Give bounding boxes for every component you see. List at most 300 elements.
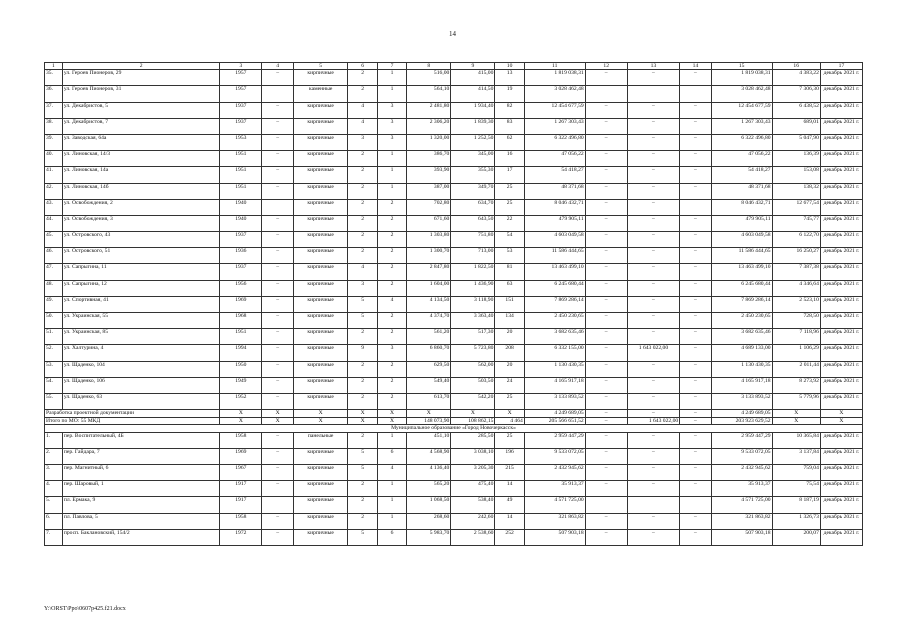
column-number-cell: 10: [495, 63, 524, 70]
table-cell: кирпичные: [293, 102, 348, 118]
table-cell: декабрь 2021 г.: [820, 465, 862, 481]
table-cell: 507 903,18: [711, 529, 772, 545]
table-cell: 1969: [220, 448, 262, 464]
table-cell: –: [585, 70, 627, 86]
table-cell: 2: [348, 377, 377, 393]
table-cell: 2 432 945,62: [711, 465, 772, 481]
table-cell: кирпичные: [293, 313, 348, 329]
table-row: [45, 167, 863, 183]
table-cell: декабрь 2021 г.: [820, 448, 862, 464]
table-row: [45, 296, 863, 312]
table-cell: 47.: [45, 264, 63, 280]
table-cell: 2 450 230,65: [711, 313, 772, 329]
table-cell: 7 869 286,14: [711, 296, 772, 312]
table-cell: 4 165 917,18: [524, 377, 585, 393]
table-cell: –: [262, 529, 294, 545]
table-cell: 1957: [220, 86, 262, 102]
table-cell: 138,32: [772, 183, 820, 199]
table-cell: кирпичные: [293, 151, 348, 167]
table-cell: 6 245 680,44: [711, 280, 772, 296]
table-row: [45, 377, 863, 393]
table-cell: 451,10: [407, 432, 451, 448]
table-cell: 1 326,73: [772, 513, 820, 529]
table-cell: 7.: [45, 529, 63, 545]
table-cell: –: [262, 118, 294, 134]
table-cell: –: [585, 513, 627, 529]
table-cell: 51.: [45, 329, 63, 345]
table-cell: –: [585, 313, 627, 329]
table-cell: –: [262, 232, 294, 248]
table-cell: 517,30: [451, 329, 495, 345]
municipality-title-row: [45, 425, 863, 433]
table-cell: X: [348, 417, 377, 425]
table-cell: декабрь 2021 г.: [820, 313, 862, 329]
table-cell: –: [585, 280, 627, 296]
table-cell: 2: [348, 497, 377, 513]
table-cell: –: [585, 417, 627, 425]
table-cell: –: [680, 183, 712, 199]
table-cell: 1994: [220, 345, 262, 361]
table-cell: 3 028 462,48: [711, 86, 772, 102]
table-cell: 1952: [220, 393, 262, 409]
table-cell: –: [585, 329, 627, 345]
table-cell: декабрь 2021 г.: [820, 134, 862, 150]
table-cell: 4 689 133,00: [711, 345, 772, 361]
table-cell: пер. Воспитательный, 4Б: [62, 432, 220, 448]
table-row: [45, 432, 863, 448]
table-cell: 5 779,96: [772, 393, 820, 409]
table-cell: 1958: [220, 432, 262, 448]
table-cell: –: [585, 183, 627, 199]
table-cell: –: [680, 393, 712, 409]
table-cell: 689,01: [772, 118, 820, 134]
table-cell: 83: [495, 118, 524, 134]
table-cell: 1 320,00: [407, 134, 451, 150]
table-cell: кирпичные: [293, 264, 348, 280]
table-cell: декабрь 2021 г.: [820, 513, 862, 529]
table-cell: 2: [348, 232, 377, 248]
table-cell: 1953: [220, 134, 262, 150]
table-cell: 6 122,70: [772, 232, 820, 248]
table-cell: ул. Декабристов, 5: [62, 102, 220, 118]
table-cell: –: [680, 448, 712, 464]
table-cell: 1 130 430,35: [524, 361, 585, 377]
table-cell: ул. Сапрыгина, 11: [62, 264, 220, 280]
table-cell: 6 438,52: [772, 102, 820, 118]
table-cell: –: [627, 448, 680, 464]
table-cell: –: [585, 151, 627, 167]
table-row: [45, 329, 863, 345]
table-cell: 17: [495, 167, 524, 183]
table-cell: –: [585, 296, 627, 312]
table-cell: –: [585, 529, 627, 545]
table-cell: 108 862,15: [451, 417, 495, 425]
column-number-cell: 9: [451, 63, 495, 70]
table-cell: 1: [377, 151, 406, 167]
table-cell: [262, 86, 294, 102]
table-cell: 2: [348, 329, 377, 345]
table-cell: пер. Гайдара, 7: [62, 448, 220, 464]
table-cell: 561,20: [407, 329, 451, 345]
table-cell: –: [585, 410, 627, 418]
table-cell: 2: [348, 215, 377, 231]
table-cell: 45.: [45, 232, 63, 248]
table-cell: 20: [495, 329, 524, 345]
table-cell: [262, 497, 294, 513]
table-cell: 9 533 072,05: [711, 448, 772, 464]
table-cell: 13 463 499,10: [711, 264, 772, 280]
table-cell: 54 418,27: [711, 167, 772, 183]
table-cell: декабрь 2021 г.: [820, 296, 862, 312]
table-cell: 2: [377, 264, 406, 280]
table-cell: –: [585, 118, 627, 134]
table-cell: 1: [377, 167, 406, 183]
table-cell: кирпичные: [293, 481, 348, 497]
table-cell: –: [680, 432, 712, 448]
table-cell: 5 723,80: [451, 345, 495, 361]
table-cell: 549,40: [407, 377, 451, 393]
table-cell: 47 056,22: [524, 151, 585, 167]
table-cell: –: [680, 481, 712, 497]
table-cell: [680, 199, 712, 215]
file-path-footer: Y:\ORST\Ppo\0607p425.f21.docx: [44, 606, 126, 612]
table-cell: 1 819 038,31: [711, 70, 772, 86]
table-cell: 24: [495, 377, 524, 393]
table-cell: 1957: [220, 70, 262, 86]
table-cell: –: [627, 232, 680, 248]
table-cell: 148 073,90: [407, 417, 451, 425]
table-cell: –: [627, 167, 680, 183]
table-cell: 14: [495, 481, 524, 497]
table-cell: 562,00: [451, 361, 495, 377]
table-cell: X: [451, 410, 495, 418]
table-cell: –: [627, 264, 680, 280]
table-row: [45, 134, 863, 150]
table-cell: –: [627, 465, 680, 481]
table-cell: 1: [377, 183, 406, 199]
table-cell: ул. Сапрыгина, 12: [62, 280, 220, 296]
table-cell: 203 923 629,52: [711, 417, 772, 425]
table-cell: X: [262, 410, 294, 418]
table-row: [45, 70, 863, 86]
table-cell: 1 303,80: [407, 232, 451, 248]
table-cell: 2 011,44: [772, 361, 820, 377]
table-cell: декабрь 2021 г.: [820, 481, 862, 497]
table-cell: –: [262, 329, 294, 345]
table-cell: 2: [348, 167, 377, 183]
table-cell: декабрь 2021 г.: [820, 215, 862, 231]
table-cell: декабрь 2021 г.: [820, 361, 862, 377]
table-cell: –: [585, 215, 627, 231]
table-cell: –: [262, 481, 294, 497]
table-cell: –: [262, 215, 294, 231]
table-cell: 4 571 725,00: [524, 497, 585, 513]
table-cell: 4: [377, 465, 406, 481]
table-cell: 2: [377, 361, 406, 377]
table-cell: 25: [495, 183, 524, 199]
table-cell: 10 365,84: [772, 432, 820, 448]
table-cell: ул. Халтурина, 4: [62, 345, 220, 361]
table-cell: 13 463 499,10: [524, 264, 585, 280]
table-cell: 414,50: [451, 86, 495, 102]
table-cell: –: [262, 167, 294, 183]
table-cell: 4: [348, 118, 377, 134]
table-cell: 3 038,10: [451, 448, 495, 464]
table-cell: 345,00: [451, 151, 495, 167]
table-cell: 3 118,90: [451, 296, 495, 312]
table-cell: 48 371,68: [524, 183, 585, 199]
table-cell: 3 682 635,46: [711, 329, 772, 345]
table-cell: 5: [348, 313, 377, 329]
table-cell: [627, 497, 680, 513]
table-cell: –: [585, 264, 627, 280]
table-cell: –: [627, 481, 680, 497]
table-cell: 242,60: [451, 513, 495, 529]
table-cell: 4 134,50: [407, 296, 451, 312]
table-cell: 25: [495, 393, 524, 409]
table-cell: 1940: [220, 215, 262, 231]
table-cell: 55.: [45, 393, 63, 409]
table-cell: –: [680, 134, 712, 150]
table-cell: кирпичные: [293, 393, 348, 409]
table-cell: 1 643 022,00: [627, 345, 680, 361]
table-cell: 53.: [45, 361, 63, 377]
table-cell: 8 273,92: [772, 377, 820, 393]
table-cell: 2 450 230,65: [524, 313, 585, 329]
table-cell: 6.: [45, 513, 63, 529]
table-cell: 1969: [220, 296, 262, 312]
table-cell: декабрь 2021 г.: [820, 199, 862, 215]
table-cell: 1950: [220, 361, 262, 377]
table-row: [45, 481, 863, 497]
table-cell: 1958: [220, 513, 262, 529]
table-cell: 1951: [220, 183, 262, 199]
table-cell: –: [680, 361, 712, 377]
table-cell: –: [585, 248, 627, 264]
table-cell: 2 306,20: [407, 118, 451, 134]
table-cell: –: [262, 183, 294, 199]
table-cell: 4 165 917,18: [711, 377, 772, 393]
table-cell: кирпичные: [293, 465, 348, 481]
table-cell: –: [262, 134, 294, 150]
table-cell: 2: [377, 215, 406, 231]
table-cell: 1 252,50: [451, 134, 495, 150]
table-cell: –: [585, 361, 627, 377]
table-cell: 6 322 496,80: [524, 134, 585, 150]
table-cell: X: [293, 417, 348, 425]
table-cell: 2.: [45, 448, 63, 464]
table-cell: кирпичные: [293, 329, 348, 345]
table-cell: –: [627, 118, 680, 134]
table-cell: декабрь 2021 г.: [820, 280, 862, 296]
table-cell: 4 374,70: [407, 313, 451, 329]
table-cell: 415,00: [451, 70, 495, 86]
table-row: [45, 280, 863, 296]
table-cell: ул. Декабристов, 7: [62, 118, 220, 134]
table-cell: 12 677,54: [772, 199, 820, 215]
table-cell: 200,07: [772, 529, 820, 545]
table-row: [45, 199, 863, 215]
table-cell: 386,70: [407, 151, 451, 167]
table-cell: 2: [348, 86, 377, 102]
table-cell: 1: [377, 481, 406, 497]
table-cell: –: [680, 465, 712, 481]
table-cell: –: [262, 280, 294, 296]
table-cell: 1 267 303,43: [524, 118, 585, 134]
table-cell: 4 568,90: [407, 448, 451, 464]
table-cell: –: [585, 134, 627, 150]
column-number-cell: 14: [680, 63, 712, 70]
municipality-title: Муниципальное образование «Город Новочеркасск»: [45, 425, 863, 433]
table-cell: 4: [348, 264, 377, 280]
column-number-cell: 2: [62, 63, 220, 70]
table-cell: 1951: [220, 151, 262, 167]
table-cell: просп. Баклановский, 154/2: [62, 529, 220, 545]
table-cell: кирпичные: [293, 199, 348, 215]
table-cell: 7 869 286,14: [524, 296, 585, 312]
table-cell: –: [680, 70, 712, 86]
table-cell: 1: [377, 432, 406, 448]
table-cell: 7 118,96: [772, 329, 820, 345]
table-cell: X: [772, 417, 820, 425]
table-row: [45, 248, 863, 264]
column-number-cell: 6: [348, 63, 377, 70]
table-cell: 2: [348, 70, 377, 86]
table-cell: [585, 86, 627, 102]
table-cell: кирпичные: [293, 345, 348, 361]
table-row: [45, 497, 863, 513]
total-row-label: Итого по МО: 55 МКД: [45, 417, 220, 425]
column-number-cell: 8: [407, 63, 451, 70]
table-cell: 4 136,40: [407, 465, 451, 481]
table-cell: ул. Островского, 51: [62, 248, 220, 264]
table-cell: 12 454 677,59: [524, 102, 585, 118]
table-cell: X: [220, 410, 262, 418]
table-cell: –: [585, 345, 627, 361]
table-cell: кирпичные: [293, 215, 348, 231]
table-cell: 6: [377, 529, 406, 545]
table-cell: 53: [495, 248, 524, 264]
table-cell: 6 245 680,44: [524, 280, 585, 296]
table-cell: –: [262, 377, 294, 393]
table-cell: –: [262, 151, 294, 167]
table-cell: –: [585, 232, 627, 248]
table-cell: X: [348, 410, 377, 418]
table-cell: –: [262, 432, 294, 448]
table-cell: 205 566 651,52: [524, 417, 585, 425]
column-number-cell: 7: [377, 63, 406, 70]
table-cell: 3.: [45, 465, 63, 481]
table-cell: 1951: [220, 329, 262, 345]
table-cell: 3 133 893,52: [711, 393, 772, 409]
table-cell: –: [262, 70, 294, 86]
table-cell: 1 106,29: [772, 345, 820, 361]
table-cell: 6 860,70: [407, 345, 451, 361]
table-row: [45, 513, 863, 529]
table-cell: 3 205,30: [451, 465, 495, 481]
table-cell: 6 322 496,80: [711, 134, 772, 150]
table-cell: 1 267 303,43: [711, 118, 772, 134]
table-cell: 2: [348, 393, 377, 409]
table-cell: декабрь 2021 г.: [820, 264, 862, 280]
table-cell: 4 249 689,05: [711, 410, 772, 418]
table-cell: 9: [348, 345, 377, 361]
column-number-cell: 3: [220, 63, 262, 70]
table-cell: 321 863,82: [524, 513, 585, 529]
table-cell: –: [627, 432, 680, 448]
table-cell: –: [627, 102, 680, 118]
table-cell: 7 306,30: [772, 86, 820, 102]
table-row: [45, 183, 863, 199]
table-cell: 8 046 432,71: [711, 199, 772, 215]
table-cell: 4 464: [495, 417, 524, 425]
table-cell: декабрь 2021 г.: [820, 497, 862, 513]
table-cell: 2: [377, 313, 406, 329]
table-cell: 3 682 635,46: [524, 329, 585, 345]
table-cell: 35 913,37: [711, 481, 772, 497]
housing-repair-table: [44, 62, 863, 546]
table-row: [45, 151, 863, 167]
table-cell: –: [680, 329, 712, 345]
table-cell: –: [585, 377, 627, 393]
table-row: [45, 448, 863, 464]
table-cell: ул. Щаденко, 63: [62, 393, 220, 409]
table-cell: –: [585, 199, 627, 215]
table-cell: –: [262, 465, 294, 481]
table-cell: –: [680, 118, 712, 134]
column-number-cell: 17: [820, 63, 862, 70]
table-cell: 1972: [220, 529, 262, 545]
table-cell: 479 905,11: [711, 215, 772, 231]
table-cell: –: [680, 151, 712, 167]
table-cell: 1 436,90: [451, 280, 495, 296]
table-cell: 1949: [220, 377, 262, 393]
table-cell: 2: [348, 513, 377, 529]
table-cell: 136,39: [772, 151, 820, 167]
table-cell: 355,30: [451, 167, 495, 183]
table-row: [45, 118, 863, 134]
table-cell: 252: [495, 529, 524, 545]
table-row: [45, 345, 863, 361]
table-cell: 2 523,10: [772, 296, 820, 312]
table-cell: 745,77: [772, 215, 820, 231]
table-cell: 1917: [220, 497, 262, 513]
table-cell: –: [680, 417, 712, 425]
table-cell: 1940: [220, 199, 262, 215]
table-cell: 4 249 689,05: [524, 410, 585, 418]
column-number-row: [45, 63, 863, 70]
table-cell: –: [585, 432, 627, 448]
table-cell: 2 538,60: [451, 529, 495, 545]
table-cell: 1937: [220, 118, 262, 134]
table-cell: –: [680, 280, 712, 296]
table-cell: 41.: [45, 167, 63, 183]
table-cell: декабрь 2021 г.: [820, 118, 862, 134]
page-number: 14: [449, 30, 456, 38]
table-cell: 50.: [45, 313, 63, 329]
table-cell: 671,60: [407, 215, 451, 231]
table-cell: –: [627, 410, 680, 418]
table-cell: 52.: [45, 345, 63, 361]
table-cell: ул. Линовская, 14б: [62, 183, 220, 199]
table-cell: ул. Героев Пионеров, 29: [62, 70, 220, 86]
table-cell: X: [262, 417, 294, 425]
table-cell: –: [262, 448, 294, 464]
table-cell: ул. Линовская, 14/3: [62, 151, 220, 167]
table-cell: декабрь 2021 г.: [820, 151, 862, 167]
table-cell: 387,00: [407, 183, 451, 199]
table-cell: 1956: [220, 280, 262, 296]
